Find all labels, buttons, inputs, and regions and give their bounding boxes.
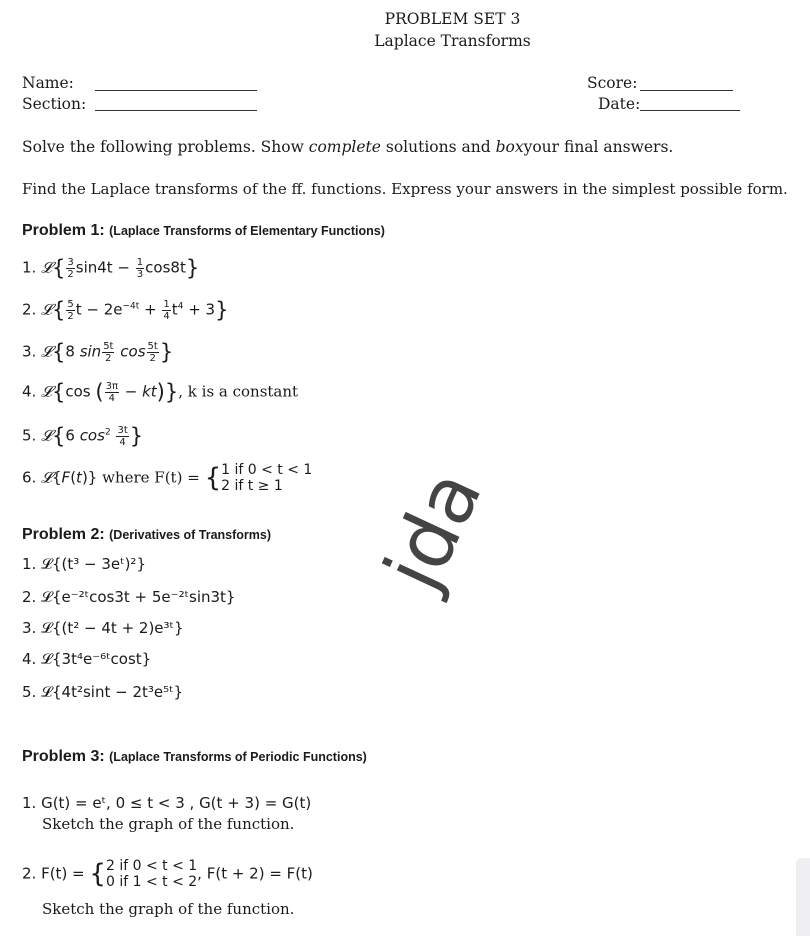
problem-1-item-6: 6. 𝓛{F(t)} where F(t) = { 1 if 0 < t < 1 2 if t ≥ 1 [22, 462, 313, 494]
name-line[interactable] [95, 90, 257, 91]
scrollbar[interactable] [796, 858, 810, 936]
score-line[interactable] [640, 90, 733, 91]
problem-3-heading: Problem 3: (Laplace Transforms of Periodic Functions) [22, 748, 367, 765]
problem-2-item-5: 5. 𝓛{4t²sint − 2t³e⁵ᵗ} [22, 683, 184, 701]
problem-1-item-4: 4. 𝓛{cos ( $\frac{3\pi}{4}$ − kt)}, k is a constant [22, 380, 299, 404]
problem-2-item-3: 3. 𝓛{(t² − 4t + 2)e³ᵗ} [22, 619, 184, 637]
watermark: jda [368, 457, 500, 604]
problem-2-item-4: 4. 𝓛{3t⁴e⁻⁶ᵗcost} [22, 650, 152, 668]
problem-3-item-1: 1. G(t) = eᵗ, 0 ≤ t < 3 , G(t + 3) = G(t) [22, 794, 312, 812]
page-subtitle: Laplace Transforms [374, 32, 531, 50]
problem-3-item-2-note: Sketch the graph of the function. [42, 900, 295, 918]
problem-3-item-2: 2. F(t) = { 2 if 0 < t < 1 0 if 1 < t < 2 , F(t + 2) = F(t) [22, 858, 313, 890]
date-line[interactable] [640, 110, 740, 111]
instruction-line-2: Find the Laplace transforms of the ff. functions. Express your answers in the simplest possible form. [22, 180, 788, 198]
problem-1-item-1: 1. 𝓛{ $\frac{3}{2}$ sin4t − $\frac{1}{3}$ cos8t} [22, 256, 200, 280]
problem-1-item-5: 5. 𝓛{6 $\cos^2$ $\frac{3t}{4}$ } [22, 424, 144, 448]
date-label: Date: [598, 95, 641, 113]
problem-2-item-2: 2. 𝓛{e⁻²ᵗcos3t + 5e⁻²ᵗsin3t} [22, 588, 236, 606]
problem-1-item-3: 3. 𝓛{8 sin $\frac{5t}{2}$ cos $\frac{5t}{2}$ } [22, 340, 174, 364]
problem-3-item-1-note: Sketch the graph of the function. [42, 815, 295, 833]
problem-1-heading: Problem 1: (Laplace Transforms of Elementary Functions) [22, 222, 385, 239]
name-label: Name: [22, 74, 74, 92]
problem-1-item-2: 2. 𝓛{ $\frac{5}{2}$ $t - 2e^{-4t}$ + $\frac{1}{4}$ $t^4 + 3$} [22, 298, 229, 322]
problem-2-heading: Problem 2: (Derivatives of Transforms) [22, 526, 271, 543]
instruction-line-1: Solve the following problems. Show complete solutions and boxyour final answers. [22, 138, 674, 156]
page-title: PROBLEM SET 3 [384, 10, 521, 28]
section-line[interactable] [95, 110, 257, 111]
score-label: Score: [587, 74, 638, 92]
section-label: Section: [22, 95, 87, 113]
problem-2-item-1: 1. 𝓛{(t³ − 3eᵗ)²} [22, 555, 146, 573]
